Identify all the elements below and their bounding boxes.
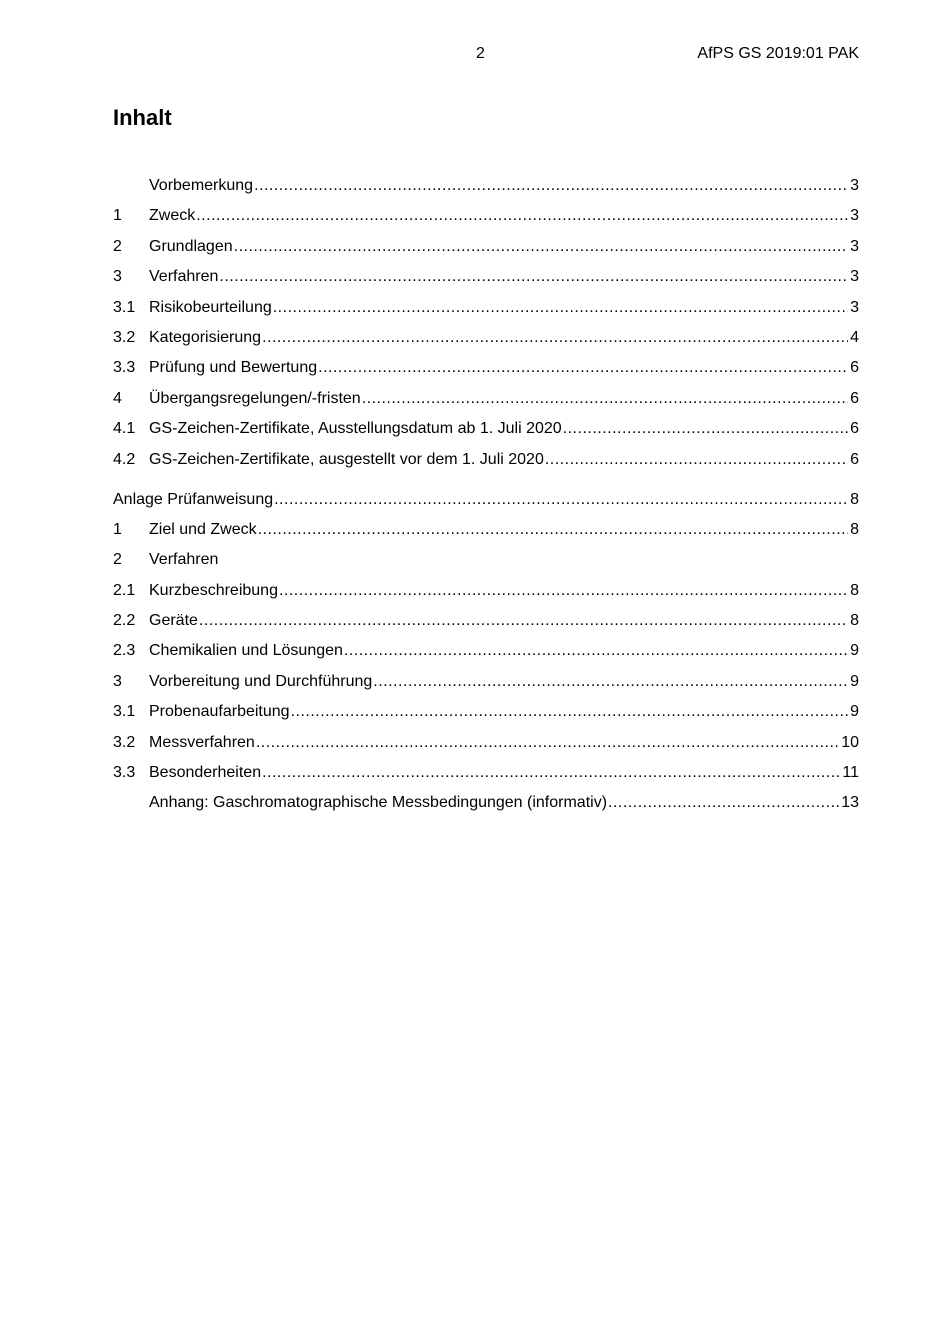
toc-leader-dots [373,667,848,697]
toc-leader-dots [199,606,848,636]
toc-leader-dots [608,788,839,818]
toc-leader-dots [258,515,849,545]
toc-entry-title: Grundlagen [149,237,233,255]
toc-entry-title: GS-Zeichen-Zertifikate, ausgestellt vor dem 1. Juli 2020 [149,450,544,468]
toc-entry-title: Prüfung und Bewertung [149,359,318,377]
toc-entry-page: 3 [850,268,859,286]
toc-leader-dots [262,758,840,788]
toc-leader-dots [234,232,848,262]
toc-leader-dots [344,636,848,666]
toc-entry-title: Übergangsregelungen/-fristen [149,389,361,407]
toc-entry-vorbemerkung[interactable] [113,171,859,201]
toc-entry-page: 6 [850,450,859,468]
toc-entry-page: 8 [850,520,859,538]
toc-entry-verfahren[interactable] [113,262,859,292]
toc-entry-page: 4 [850,328,859,346]
toc-entry-probenaufarbeitung[interactable] [113,697,859,727]
toc-entry-number: 2.3 [113,642,136,660]
toc-entry-kategorisierung[interactable] [113,323,859,353]
document-code: AfPS GS 2019:01 PAK [697,45,859,62]
toc-entry-number: 3.3 [113,764,136,782]
toc-entry-title: Chemikalien und Lösungen [149,642,343,660]
toc-entry-page: 9 [850,642,859,660]
toc-entry-grundlagen[interactable] [113,232,859,262]
toc-entry-number: 3.1 [113,298,136,316]
toc-entry-title: Verfahren [149,551,219,569]
toc-leader-dots [563,414,848,444]
toc-entry-title: Besonderheiten [149,764,262,782]
toc-entry-zweck[interactable] [113,201,859,231]
toc-entry-page: 3 [850,298,859,316]
toc-entry-title: Probenaufarbeitung [149,703,290,721]
toc-entry-page: 3 [850,237,859,255]
toc-entry-number: 4 [113,389,122,407]
toc-entry-pruefung-und-bewertung[interactable] [113,353,859,383]
toc-entry-page: 6 [850,359,859,377]
toc-entry-page: 6 [850,389,859,407]
toc-entry-page: 8 [850,581,859,599]
toc-entry-number: 2.2 [113,612,136,630]
toc-entry-page: 8 [850,612,859,630]
toc-leader-dots [274,485,848,515]
toc-leader-dots [362,384,848,414]
toc-entry-page: 3 [850,177,859,194]
toc-entry-title: Risikobeurteilung [149,298,272,316]
toc-entry-title: Messverfahren [149,733,255,751]
page-number: 2 [476,45,485,62]
toc-entry-ziel-und-zweck[interactable] [113,515,859,545]
toc-leader-dots [262,323,848,353]
toc-entry-page: 10 [841,733,859,751]
toc-entry-vorbereitung[interactable] [113,667,859,697]
toc-leader-dots [219,262,848,292]
toc-leader-dots [318,353,848,383]
toc-entry-gs-zertifikate-ab-2020[interactable] [113,414,859,444]
toc-entry-title: Vorbemerkung [149,177,254,194]
toc-entry-page: 13 [841,794,859,812]
toc-entry-title: GS-Zeichen-Zertifikate, Ausstellungsdatum ab 1. Juli 2020 [149,420,562,438]
toc-entry-number: 2 [113,551,122,569]
toc-entry-title: Geräte [149,612,198,630]
toc-entry-title: Kurzbeschreibung [149,581,278,599]
toc-entry-title: Vorbereitung und Durchführung [149,672,373,690]
toc-leader-dots [291,697,849,727]
toc-leader-dots [256,728,839,758]
table-of-contents [113,171,859,819]
toc-entry-number: 3 [113,672,122,690]
toc-entry-title: Anhang: Gaschromatographische Messbedingungen (informativ) [149,794,608,812]
toc-entry-kurzbeschreibung[interactable] [113,576,859,606]
toc-entry-anhang[interactable] [113,788,859,818]
toc-entry-title: Ziel und Zweck [149,520,257,538]
toc-entry-chemikalien[interactable] [113,636,859,666]
toc-entry-title: Verfahren [149,268,219,286]
toc-entry-anlage-pruefanweisung[interactable] [113,485,859,515]
toc-entry-number: 2 [113,237,122,255]
toc-entry-number: 3.2 [113,328,136,346]
toc-entry-page: 8 [850,490,859,508]
toc-entry-number: 3 [113,268,122,286]
toc-entry-messverfahren[interactable] [113,728,859,758]
toc-entry-number: 1 [113,520,122,538]
toc-entry-number: 4.2 [113,450,136,468]
toc-entry-page: 9 [850,672,859,690]
toc-entry-anlage-verfahren[interactable] [113,545,859,575]
toc-leader-dots [279,576,848,606]
toc-entry-number: 2.1 [113,581,136,599]
toc-heading: Inhalt [113,105,172,130]
toc-entry-page: 6 [850,420,859,438]
toc-entry-uebergangsregelungen[interactable] [113,384,859,414]
toc-entry-number: 3.2 [113,733,136,751]
toc-entry-page: 11 [842,764,859,782]
toc-entry-geraete[interactable] [113,606,859,636]
toc-entry-title: Zweck [149,207,196,225]
toc-entry-besonderheiten[interactable] [113,758,859,788]
toc-entry-risikobeurteilung[interactable] [113,293,859,323]
toc-entry-number: 3.1 [113,703,136,721]
toc-entry-page: 3 [850,207,859,225]
toc-entry-number: 1 [113,207,122,225]
toc-entry-title: Kategorisierung [149,328,262,346]
toc-entry-gs-zertifikate-vor-2020[interactable] [113,445,859,475]
toc-leader-dots [273,293,848,323]
toc-entry-title: Anlage Prüfanweisung [113,490,274,508]
toc-entry-number: 3.3 [113,359,136,377]
toc-entry-number: 4.1 [113,420,136,438]
toc-leader-dots [254,171,848,201]
toc-entry-page: 9 [850,703,859,721]
toc-leader-dots [196,201,848,231]
toc-leader-dots [545,445,848,475]
